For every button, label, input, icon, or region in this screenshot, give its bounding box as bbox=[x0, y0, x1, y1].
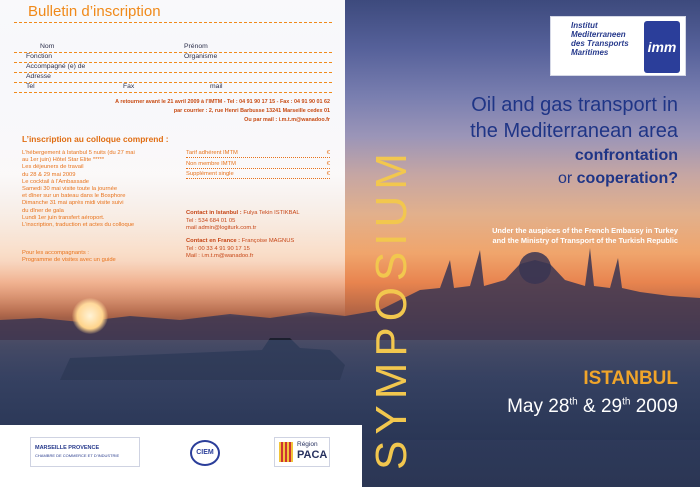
mail-label: mail bbox=[210, 83, 223, 90]
paca-text bbox=[297, 441, 327, 462]
inscription-line: L’inscription, traduction et actes du colloque bbox=[22, 222, 135, 229]
nom-label: Nom bbox=[40, 43, 55, 50]
contact-istanbul-title: Contact in Istanbul : bbox=[186, 210, 242, 216]
inscription-line: Lundi 1er juin transfert aéroport. bbox=[22, 214, 105, 221]
headline-cooperation: cooperation? bbox=[576, 170, 678, 187]
companions-line: Programme de visites avec un guide bbox=[22, 257, 116, 264]
date-sup: th bbox=[622, 396, 631, 408]
inscription-line: Le cocktail à l’Ambassade bbox=[22, 178, 90, 185]
price-unit: € bbox=[326, 171, 330, 177]
contact-france-mail[interactable]: Mail : i.m.t.m@wanadoo.fr bbox=[186, 253, 254, 260]
price-label: Tarif adhérent IMTM bbox=[186, 150, 238, 156]
inscription-line: L’hébergement à Istanbul 5 nuits (du 27 mai bbox=[22, 150, 135, 156]
price-row[interactable] bbox=[186, 150, 330, 158]
headline-line-2: the Mediterranean area bbox=[470, 120, 678, 142]
price-row[interactable] bbox=[186, 171, 330, 179]
headline-line-3: confrontation bbox=[574, 147, 678, 164]
marseille-provence-logo bbox=[30, 437, 140, 467]
price-list bbox=[186, 150, 330, 182]
inscription-line: du dîner de gala bbox=[22, 207, 64, 214]
logo-line: Mediterraneen bbox=[571, 30, 626, 39]
contact-istanbul-mail[interactable]: mail admin@logiturk.com.tr bbox=[186, 225, 257, 232]
mp-name: MARSEILLE PROVENCE bbox=[35, 445, 100, 451]
accompagne-label: Accompagné (e) de bbox=[26, 63, 86, 70]
date-part: & 29 bbox=[577, 396, 623, 417]
imtm-logo bbox=[550, 16, 686, 76]
fax-label: Fax bbox=[123, 83, 135, 90]
contact-france bbox=[186, 238, 294, 261]
symposium-vertical-title: SYMPOSIUM bbox=[367, 147, 416, 470]
contact-istanbul bbox=[186, 210, 300, 233]
adresse-label: Adresse bbox=[26, 73, 51, 80]
contact-france-name: Françoise MAGNUS bbox=[241, 238, 295, 244]
inscription-line: et dîner sur un bateau dans le Bosphore bbox=[22, 193, 126, 200]
auspices bbox=[492, 226, 678, 246]
nom-line[interactable] bbox=[14, 52, 332, 53]
auspices-line: Under the auspices of the French Embassy in Turkey bbox=[492, 226, 678, 235]
price-label: Supplément single bbox=[186, 171, 234, 177]
event-city: ISTANBUL bbox=[583, 368, 678, 389]
tel-line[interactable] bbox=[14, 92, 332, 93]
logo-line: Institut bbox=[571, 21, 598, 30]
contact-istanbul-tel: Tel : 534 684 01 05 bbox=[186, 217, 236, 224]
headline-line-4 bbox=[470, 168, 678, 190]
headline bbox=[470, 92, 678, 190]
inscription-list bbox=[22, 150, 182, 229]
return-notice: A retourner avant le 21 avril 2009 à l’IMTM - Tel : 04 91 90 17 15 - Fax : 04 91 90 01 62 bbox=[115, 99, 330, 105]
accompagne-line[interactable] bbox=[14, 72, 332, 73]
paca-name: PACA bbox=[297, 449, 328, 461]
price-label: Non membre IMTM bbox=[186, 160, 236, 167]
paca-region: Région bbox=[297, 441, 318, 448]
contact-france-title: Contact en France : bbox=[186, 238, 241, 244]
date-part: 2009 bbox=[630, 396, 678, 417]
headline-or: or bbox=[557, 170, 573, 187]
inscription-line: Dimanche 31 mai après midi visite suivi bbox=[22, 200, 124, 207]
inscription-title: L’inscription au colloque comprend : bbox=[22, 134, 169, 144]
registration-panel bbox=[0, 0, 345, 318]
ciem-logo: CIEM bbox=[190, 440, 220, 466]
inscription-line: du 28 & 29 mai 2009 bbox=[22, 171, 76, 178]
logo-line: Maritimes bbox=[571, 48, 609, 57]
logo-line: des Transports bbox=[571, 39, 629, 48]
form-title: Bulletin d’inscription bbox=[28, 3, 161, 20]
return-address: par courrier : 2, rue Henri Barbusse 13241 Marseille cedex 01 bbox=[173, 108, 330, 114]
mp-sub: CHAMBRE DE COMMERCE ET D’INDUSTRIE bbox=[35, 453, 120, 458]
inscription-line: au 1er juin) Hôtel Star Elite ***** bbox=[22, 157, 105, 164]
price-unit: € bbox=[326, 160, 330, 167]
imtm-logo-text bbox=[571, 21, 629, 57]
contact-istanbul-name: Fulya Tekin ISTIKBAL bbox=[243, 210, 300, 216]
headline-line-1: Oil and gas transport in bbox=[471, 94, 678, 116]
organisme-label: Organisme bbox=[184, 53, 218, 60]
event-dates bbox=[507, 396, 678, 418]
date-part: May 28 bbox=[507, 396, 570, 417]
adresse-line[interactable] bbox=[14, 82, 332, 83]
inscription-line: Samedi 30 mai visite toute la journée bbox=[22, 186, 118, 193]
companions-line: Pour les accompagnants : bbox=[22, 250, 90, 256]
return-email: Ou par mail : i.m.t.m@wanadoo.fr bbox=[244, 117, 330, 123]
auspices-line: and the Ministry of Transport of the Turkish Republic bbox=[492, 236, 678, 245]
paca-flag-icon bbox=[279, 442, 293, 462]
prenom-label: Prénom bbox=[184, 43, 208, 50]
contact-france-tel: Tel : 00 33 4 91 90 17 15 bbox=[186, 245, 250, 252]
imm-mark: imm bbox=[644, 21, 680, 73]
title-underline bbox=[14, 22, 332, 23]
companions-info bbox=[22, 250, 116, 264]
fonction-label: Fonction bbox=[26, 53, 53, 60]
price-unit: € bbox=[326, 150, 330, 156]
date-sup: th bbox=[569, 396, 578, 408]
region-paca-logo bbox=[274, 437, 330, 467]
inscription-line: Les déjeuners de travail bbox=[22, 164, 84, 171]
tel-label: Tel bbox=[26, 83, 35, 90]
price-row[interactable] bbox=[186, 161, 330, 169]
